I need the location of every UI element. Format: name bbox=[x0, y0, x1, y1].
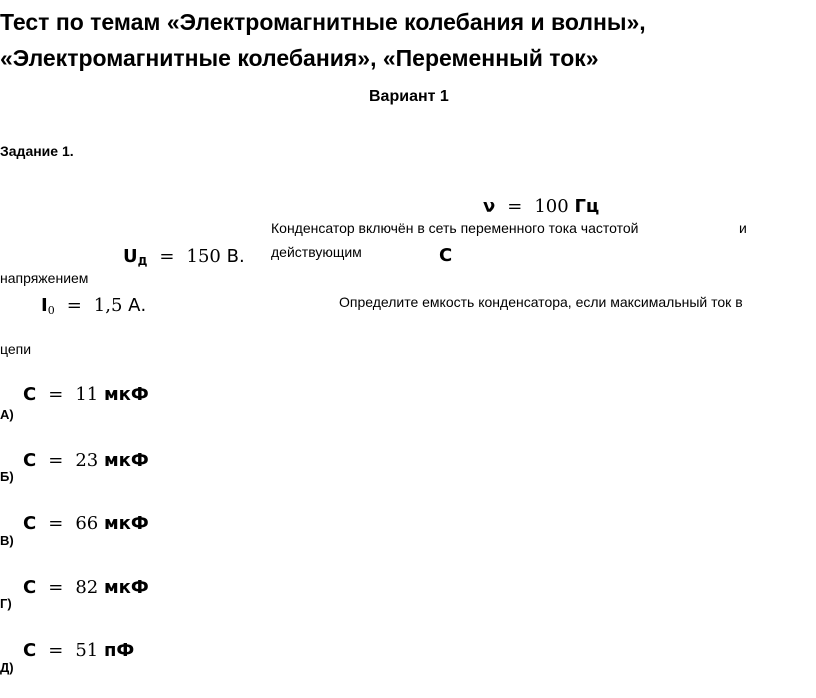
voltage-subscript: Д bbox=[137, 255, 148, 268]
option-unit: мкФ bbox=[103, 577, 149, 598]
option-symbol: C bbox=[23, 384, 37, 405]
option-a-formula[interactable] bbox=[23, 384, 149, 405]
task-label: Задание 1. bbox=[0, 143, 74, 159]
option-unit: мкФ bbox=[103, 450, 149, 471]
frequency-value: 100 bbox=[534, 196, 569, 217]
option-symbol: C bbox=[23, 640, 37, 661]
current-subscript: 0 bbox=[47, 304, 55, 317]
option-unit: пФ bbox=[103, 640, 135, 661]
option-d-formula[interactable] bbox=[23, 577, 149, 598]
problem-text-and: и bbox=[739, 220, 747, 236]
problem-text-voltage: напряжением bbox=[0, 270, 89, 286]
option-unit: мкФ bbox=[103, 384, 149, 405]
option-symbol: C bbox=[23, 577, 37, 598]
option-b-formula[interactable] bbox=[23, 450, 149, 471]
problem-text-line-1: Конденсатор включён в сеть переменного тока частотой bbox=[271, 220, 639, 236]
page-title bbox=[0, 4, 646, 76]
equals-sign: = bbox=[66, 295, 82, 316]
option-symbol: C bbox=[23, 450, 37, 471]
option-value: 11 bbox=[75, 384, 99, 405]
voltage-formula bbox=[123, 246, 245, 268]
current-symbol: I bbox=[41, 295, 48, 316]
option-value: 51 bbox=[75, 640, 99, 661]
equals-sign: = bbox=[159, 246, 175, 267]
option-a-letter: А) bbox=[0, 407, 14, 422]
option-value: 23 bbox=[75, 450, 99, 471]
problem-text-circuit: цепи bbox=[0, 341, 32, 357]
option-value: 66 bbox=[75, 513, 99, 534]
title-line-2: «Электромагнитные колебания», «Переменный ток» bbox=[0, 45, 599, 71]
equals-sign: = bbox=[48, 384, 64, 405]
option-e-letter: Д) bbox=[0, 660, 14, 675]
current-unit: А. bbox=[128, 295, 147, 316]
option-d-letter: Г) bbox=[0, 596, 12, 611]
problem-text-determine: Определите емкость конденсатора, если максимальный ток в bbox=[339, 294, 743, 310]
option-b-letter: Б) bbox=[0, 469, 14, 484]
option-e-formula[interactable] bbox=[23, 640, 134, 661]
option-value: 82 bbox=[75, 577, 99, 598]
voltage-unit: В. bbox=[226, 246, 245, 267]
capacitance-symbol: C bbox=[439, 245, 453, 266]
option-c-letter: В) bbox=[0, 533, 14, 548]
voltage-symbol: U bbox=[123, 246, 138, 267]
equals-sign: = bbox=[507, 196, 523, 217]
equals-sign: = bbox=[48, 577, 64, 598]
frequency-formula bbox=[483, 196, 599, 217]
title-line-1: Тест по темам «Электромагнитные колебания и волны», bbox=[0, 9, 646, 35]
variant-heading: Вариант 1 bbox=[369, 88, 449, 105]
option-unit: мкФ bbox=[103, 513, 149, 534]
problem-text-acting: действующим bbox=[271, 244, 362, 260]
frequency-unit: Гц bbox=[574, 196, 600, 217]
frequency-symbol: ν bbox=[483, 196, 496, 217]
voltage-value: 150 bbox=[186, 246, 221, 267]
equals-sign: = bbox=[48, 513, 64, 534]
option-c-formula[interactable] bbox=[23, 513, 149, 534]
option-symbol: C bbox=[23, 513, 37, 534]
current-formula bbox=[41, 295, 146, 317]
equals-sign: = bbox=[48, 450, 64, 471]
current-value: 1,5 bbox=[93, 295, 123, 316]
capacitance-symbol-inline bbox=[439, 245, 452, 266]
equals-sign: = bbox=[48, 640, 64, 661]
